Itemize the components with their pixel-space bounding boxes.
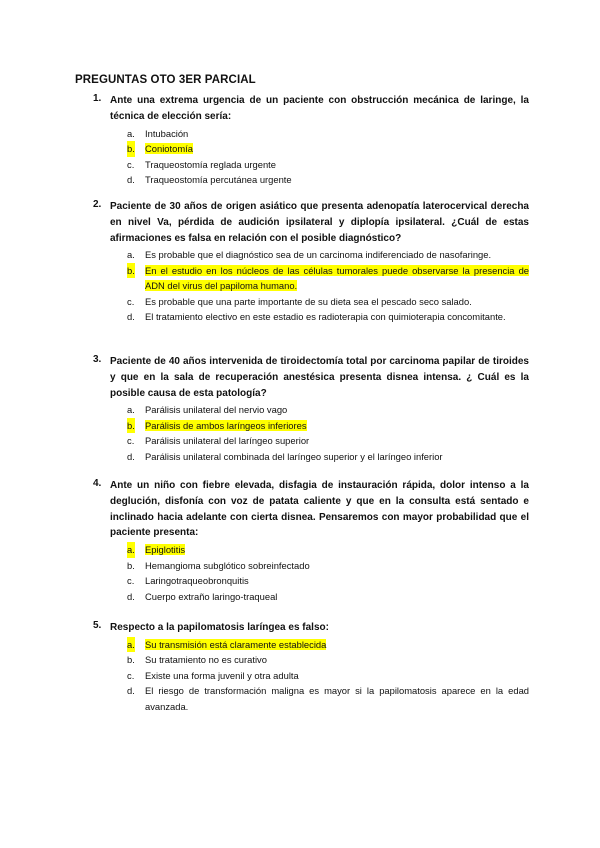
option-text: Es probable que el diagnóstico sea de un carcinoma indiferenciado de nasofaringe.	[145, 249, 492, 261]
question-text: Ante una extrema urgencia de un paciente con obstrucción mecánica de laringe, la técnica de elección sería:	[110, 95, 529, 122]
option-text-highlighted: Coniotomía	[145, 143, 193, 155]
option-a: a. Su transmisión está claramente establecida	[127, 637, 529, 653]
option-c: c. Existe una forma juvenil y otra adulta	[127, 669, 299, 681]
question-number: 5.	[93, 620, 102, 631]
question-number: 3.	[93, 354, 102, 365]
option-a: a. Parálisis unilateral del nervio vago	[127, 404, 288, 416]
option-text: Cuerpo extraño laringo-traqueal	[145, 590, 278, 602]
option-b: b. Parálisis de ambos laríngeos inferiores	[127, 418, 529, 434]
option-text: Existe una forma juvenil y otra adulta	[145, 669, 299, 681]
option-c: c. Traqueostomía reglada urgente	[127, 158, 276, 170]
option-d: d. Traqueostomía percutánea urgente	[127, 174, 292, 186]
option-text: Traqueostomía percutánea urgente	[145, 174, 292, 186]
question-4	[93, 478, 529, 604]
option-a: a. Es probable que el diagnóstico sea de un carcinoma indiferenciado de nasofaringe.	[127, 249, 492, 261]
option-text: Hemangioma subglótico sobreinfectado	[145, 559, 310, 571]
option-text-highlighted: Epiglotitis	[145, 544, 186, 556]
question-2	[93, 199, 529, 325]
option-c: c. Parálisis unilateral del laríngeo superior	[127, 435, 310, 447]
option-b: b. En el estudio en los núcleos de las células tumorales puede observarse la presencia de ADN del virus del papiloma humano.	[127, 264, 529, 292]
question-text: Paciente de 40 años intervenida de tiroidectomía total por carcinoma papilar de tiroides y que en la sala de recuperación anestésica presenta disnea intensa. ¿ Cuál es la posible causa de esta patología?	[110, 356, 529, 399]
option-text: Laringotraqueobronquitis	[145, 575, 249, 587]
option-c: c. Laringotraqueobronquitis	[127, 575, 249, 587]
options-list	[93, 402, 529, 464]
option-text: Su tratamiento no es curativo	[145, 654, 267, 666]
question-text: Paciente de 30 años de origen asiático que presenta adenopatía laterocervical derecha en nivel Va, pérdida de audición ipsilateral y diplopía ipsilateral. ¿Cuál de estas afirmaciones es falsa en relación con el posible diagnóstico?	[110, 201, 529, 244]
option-d: d. El tratamiento electivo en este estadio es radioterapia con quimioterapia concomitante.	[127, 311, 506, 323]
question-3	[93, 354, 529, 464]
option-a: a. Intubación	[127, 127, 189, 139]
option-text: Parálisis unilateral del laríngeo superior	[145, 435, 310, 447]
option-text: El riesgo de transformación maligna es mayor si la papilomatosis aparece en la edad avanzada.	[145, 685, 529, 712]
options-list	[93, 247, 529, 325]
option-text: Parálisis unilateral combinada del laríngeo superior y el laríngeo inferior	[145, 450, 443, 462]
question-5	[93, 620, 529, 714]
option-text: El tratamiento electivo en este estadio es radioterapia con quimioterapia concomitante.	[145, 311, 506, 323]
option-text: Parálisis unilateral del nervio vago	[145, 404, 288, 416]
option-text-highlighted: Su transmisión está claramente establecida	[145, 638, 327, 650]
option-d: d. Parálisis unilateral combinada del laríngeo superior y el laríngeo inferior	[127, 450, 443, 462]
question-number: 4.	[93, 478, 102, 489]
option-text: Es probable que una parte importante de su dieta sea el pescado seco salado.	[145, 295, 472, 307]
question-number: 1.	[93, 93, 102, 104]
option-d: d. El riesgo de transformación maligna es mayor si la papilomatosis aparece en la edad avanzada.	[127, 685, 529, 712]
option-b: b. Su tratamiento no es curativo	[127, 654, 267, 666]
option-b: b. Hemangioma subglótico sobreinfectado	[127, 559, 310, 571]
option-a: a. Epiglotitis	[127, 542, 529, 558]
option-text: Intubación	[145, 127, 189, 139]
question-text: Respecto a la papilomatosis laríngea es falso:	[110, 622, 329, 633]
question-text: Ante un niño con fiebre elevada, disfagia de instauración rápida, dolor intenso a la deglución, disfonía con voz de patata caliente y que en la consulta está sentado e inclinado hacia adelante con cierta disnea. Pensaremos con mayor probabilidad que el paciente presenta:	[110, 480, 529, 539]
page-title: PREGUNTAS OTO 3ER PARCIAL	[75, 74, 256, 86]
question-number: 2.	[93, 199, 102, 210]
option-text-highlighted: En el estudio en los núcleos de las células tumorales puede observarse la presencia de ADN del virus del papiloma humano.	[145, 264, 529, 292]
question-1	[93, 93, 529, 188]
option-b: b. Coniotomía	[127, 141, 529, 157]
option-c: c. Es probable que una parte importante de su dieta sea el pescado seco salado.	[127, 295, 472, 307]
options-list	[93, 126, 529, 188]
options-list	[93, 637, 529, 715]
option-text-highlighted: Parálisis de ambos laríngeos inferiores	[145, 419, 307, 431]
option-d: d. Cuerpo extraño laringo-traqueal	[127, 590, 278, 602]
options-list	[93, 542, 529, 604]
option-text: Traqueostomía reglada urgente	[145, 158, 276, 170]
